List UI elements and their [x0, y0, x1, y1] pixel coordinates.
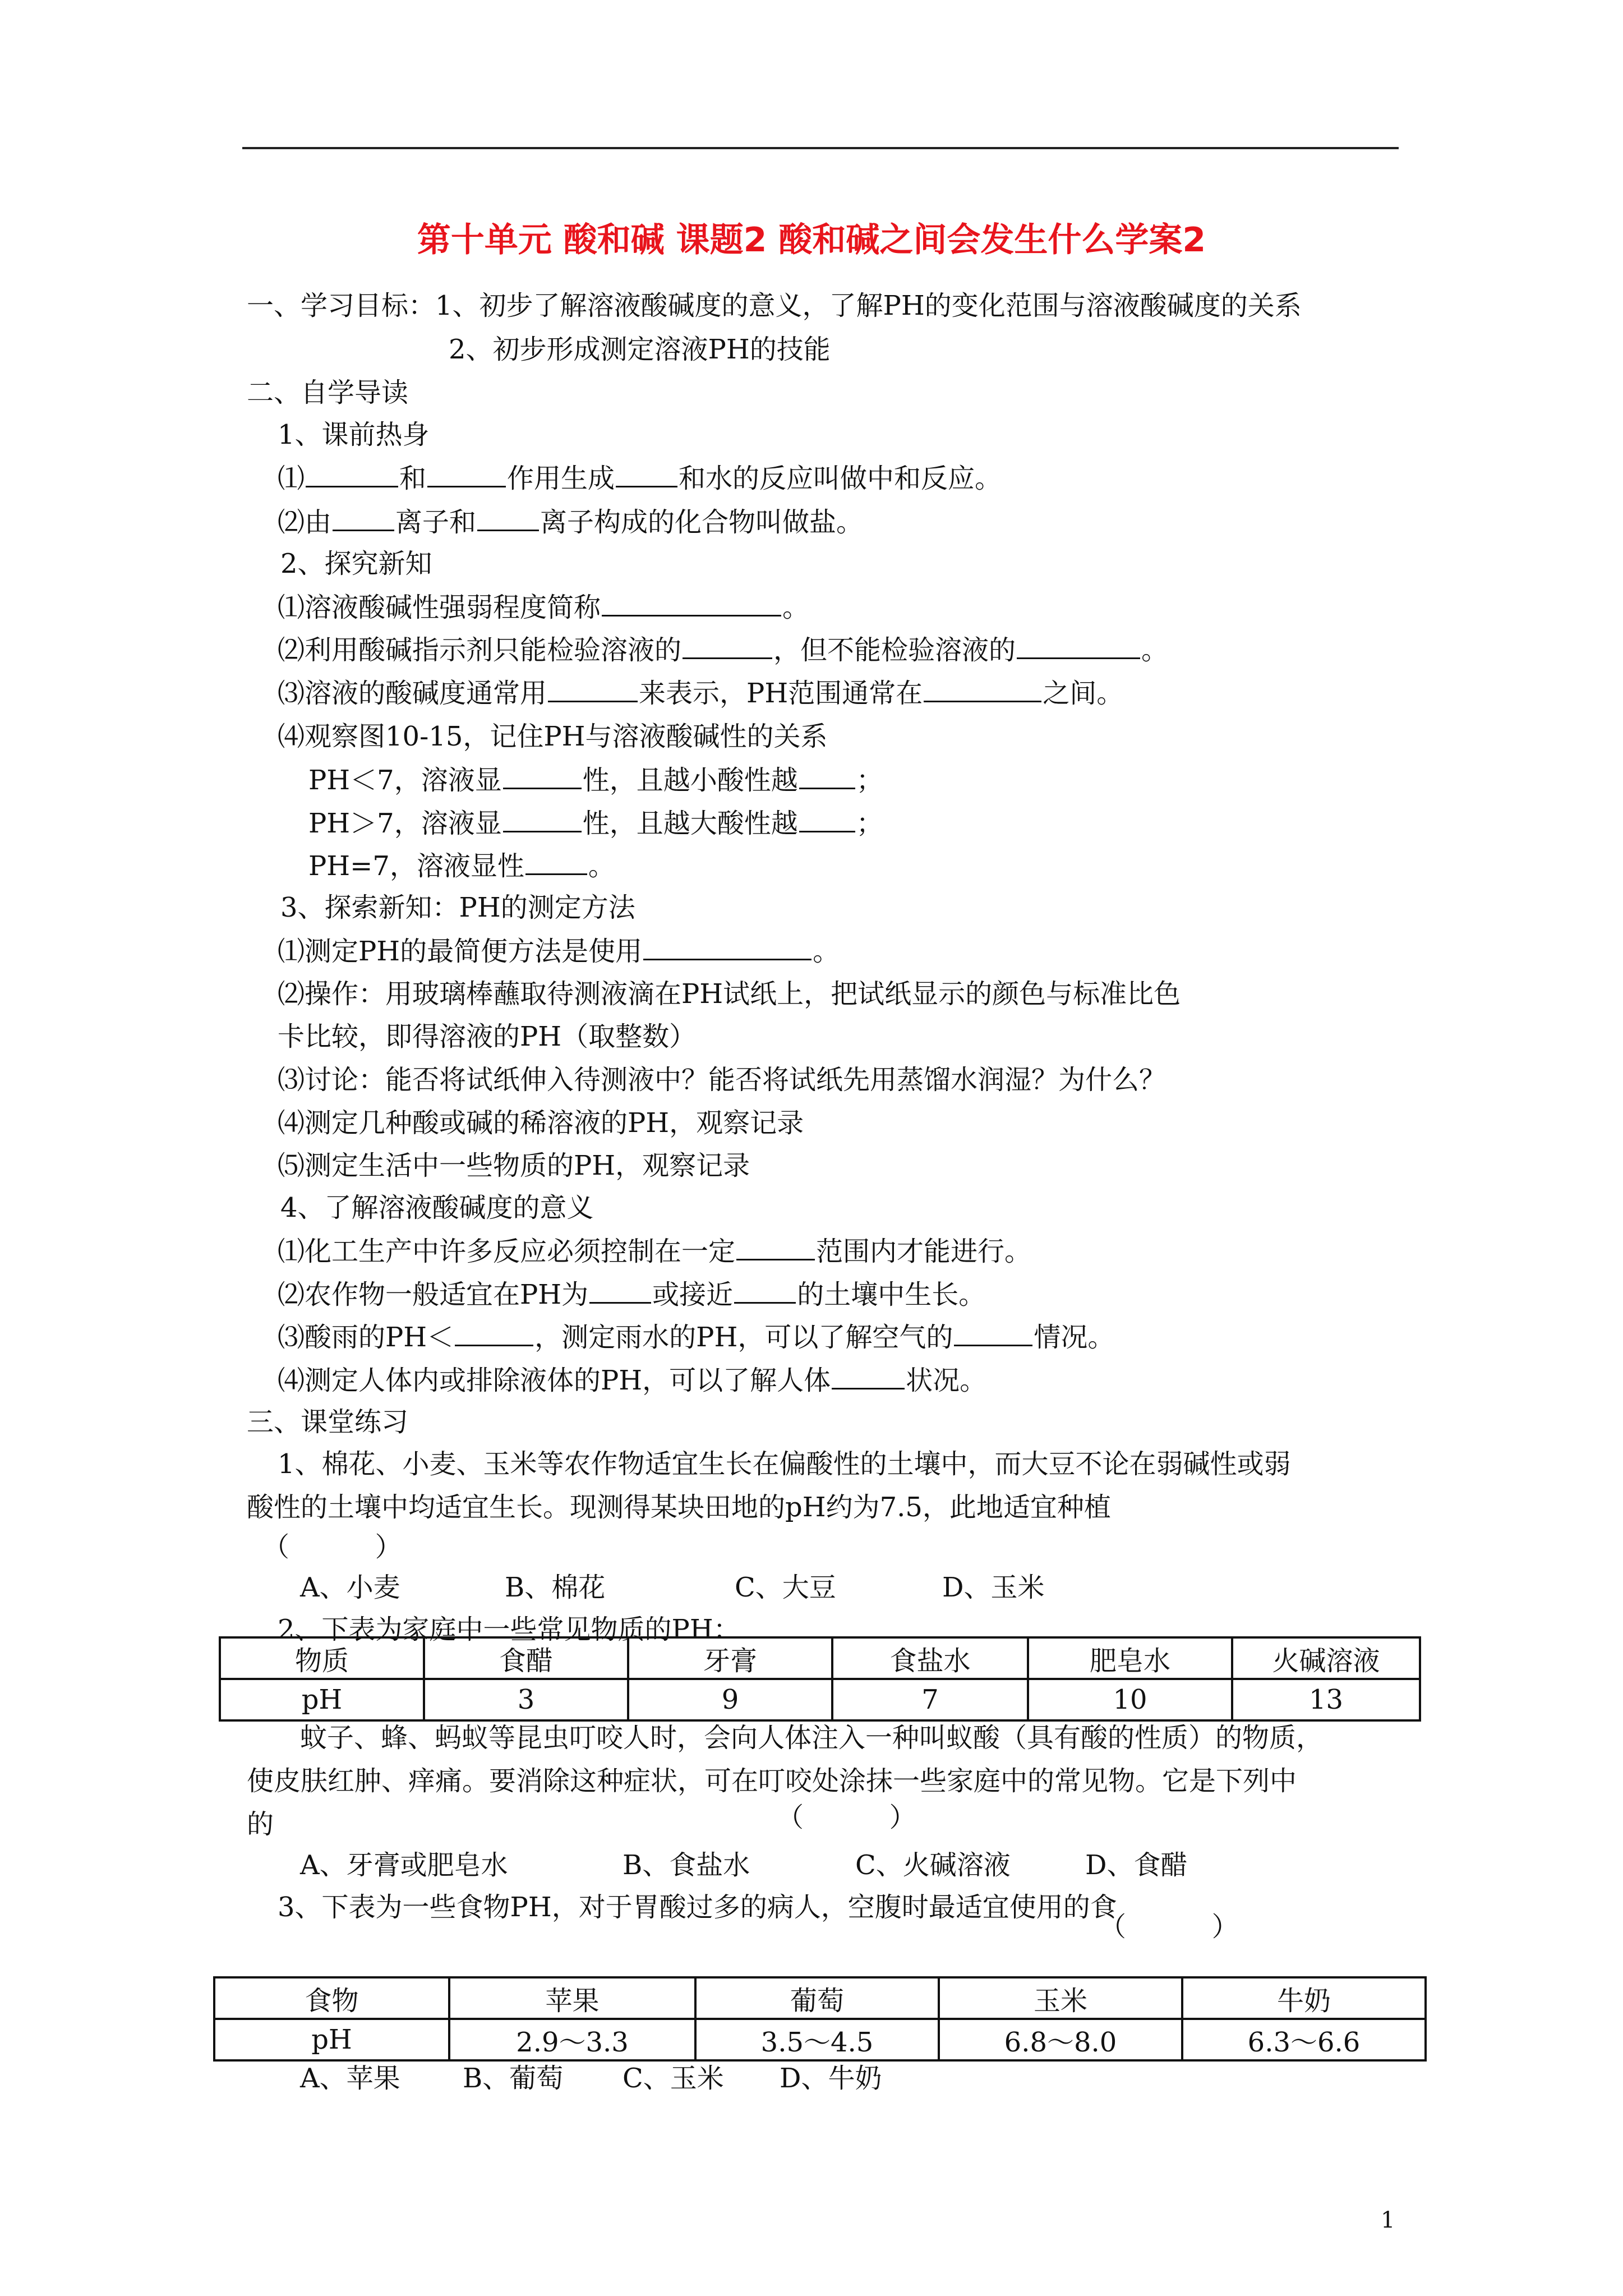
fill-blank[interactable] [683, 633, 772, 659]
table-cell: 苹果 [449, 1977, 695, 2019]
goal-2: 2、初步形成测定溶液PH的技能 [449, 334, 831, 365]
text: 作用生成 [507, 463, 615, 494]
fill-blank[interactable] [525, 849, 587, 875]
fill-blank[interactable] [589, 1277, 651, 1304]
text: ⑵利用酸碱指示剂只能检验溶液的 [278, 634, 682, 666]
ph-relation [308, 806, 883, 840]
text: PH＞7，溶液显 [308, 808, 502, 839]
fill-blank[interactable] [734, 1277, 796, 1304]
table-cell: 火碱溶液 [1232, 1637, 1420, 1679]
option-d[interactable]: D、牛奶 [780, 2063, 882, 2094]
household-ph-table [219, 1636, 1421, 1722]
option-b[interactable]: B、棉花 [505, 1572, 606, 1603]
question [278, 1277, 985, 1312]
exercise-2-text: 的 [247, 1809, 274, 1840]
ph-relation [308, 763, 883, 797]
exercise-3-intro: 3、下表为一些食物PH，对于胃酸过多的病人，空腹时最适宜使用的食 [278, 1892, 1117, 1923]
goal-1: 1、初步了解溶液酸碱度的意义，了解PH的变化范围与溶液酸碱度的关系 [435, 290, 1302, 321]
ph-relation [308, 849, 615, 883]
fill-blank[interactable] [477, 505, 539, 531]
fill-blank[interactable] [832, 1363, 905, 1389]
table-header-row [220, 1637, 1420, 1679]
question [278, 461, 1002, 495]
text: 和水的反应叫做中和反应。 [679, 463, 1002, 494]
table-cell: 3.5～4.5 [695, 2019, 939, 2060]
table-cell: 9 [628, 1679, 832, 1720]
exercise-1-text: 酸性的土壤中均适宜生长。现测得某块田地的pH约为7.5，此地适宜种植 [247, 1492, 1111, 1523]
option-d[interactable]: D、玉米 [942, 1572, 1045, 1603]
question [278, 633, 1168, 667]
text: PH＜7，溶液显 [308, 765, 502, 796]
text: 离子和 [395, 507, 477, 538]
text: 离子构成的化合物叫做盐。 [540, 507, 864, 538]
question: ⑸测定生活中一些物质的PH，观察记录 [278, 1150, 750, 1181]
fill-blank[interactable] [333, 505, 394, 531]
table-cell: pH [220, 1679, 424, 1720]
page-number: 1 [1381, 2207, 1395, 2233]
text: 。 [1141, 634, 1169, 666]
text: 。 [588, 850, 615, 882]
question: ⑷观察图10-15，记住PH与溶液酸碱性的关系 [278, 721, 828, 752]
table-row [214, 2019, 1426, 2060]
food-ph-table [213, 1976, 1427, 2062]
exercise-1-text: 1、棉花、小麦、玉米等农作物适宜生长在偏酸性的土壤中，而大豆不论在弱碱性或弱 [278, 1448, 1291, 1480]
table-cell: 6.3～6.6 [1182, 2019, 1426, 2060]
answer-paren[interactable]: （ ） [1099, 1911, 1239, 1943]
text: ⑷测定人体内或排除液体的PH，可以了解人体 [278, 1365, 831, 1396]
exercise-2-text: 使皮肤红肿、痒痛。要消除这种症状，可在叮咬处涂抹一些家庭中的常见物。它是下列中 [247, 1765, 1297, 1797]
text: 之间。 [1043, 678, 1124, 709]
text: ⑶溶液的酸碱度通常用 [278, 678, 547, 709]
question-continued: 卡比较，即得溶液的PH（取整数） [278, 1021, 697, 1052]
question: ⑷测定几种酸或碱的稀溶液的PH，观察记录 [278, 1107, 804, 1139]
fill-blank[interactable] [799, 806, 855, 832]
fill-blank[interactable] [616, 461, 677, 487]
text: 。 [813, 936, 840, 967]
text: ； [856, 765, 883, 796]
goals-line-1 [247, 289, 1302, 323]
table-cell: pH [214, 2019, 449, 2060]
goals-label: 一、学习目标： [247, 290, 436, 321]
text: 情况。 [1034, 1322, 1115, 1353]
fill-blank[interactable] [799, 763, 855, 789]
fill-blank[interactable] [503, 763, 582, 789]
table-cell: 13 [1232, 1679, 1420, 1720]
part-2-heading: 2、探究新知 [280, 548, 432, 579]
table-cell: 食物 [214, 1977, 449, 2019]
fill-blank[interactable] [503, 806, 582, 832]
option-b[interactable]: B、葡萄 [463, 2063, 564, 2094]
question [278, 505, 863, 539]
table-cell: 葡萄 [695, 1977, 939, 2019]
section-2-heading: 二、自学导读 [247, 377, 409, 408]
text: 范围内才能进行。 [816, 1236, 1032, 1267]
fill-blank[interactable] [602, 590, 781, 616]
table-row [220, 1679, 1420, 1720]
part-1-heading: 1、课前热身 [278, 419, 430, 450]
text: 的土壤中生长。 [797, 1279, 986, 1310]
fill-blank[interactable] [306, 461, 398, 487]
table-cell: 牙膏 [628, 1637, 832, 1679]
fill-blank[interactable] [548, 676, 638, 702]
text: ⑴溶液酸碱性强弱程度简称 [278, 592, 601, 623]
text: PH=7，溶液显性 [308, 850, 524, 882]
table-cell: 物质 [220, 1637, 424, 1679]
table-cell: 食醋 [424, 1637, 628, 1679]
option-c[interactable]: C、大豆 [735, 1572, 836, 1603]
question [278, 1234, 1031, 1268]
text: ，但不能检验溶液的 [773, 634, 1016, 666]
text: 性，且越小酸性越 [582, 765, 798, 796]
text: ⑴ [278, 463, 305, 494]
question: ⑵操作：用玻璃棒蘸取待测液滴在PH试纸上，把试纸显示的颜色与标准比色 [278, 978, 1181, 1010]
text: 。 [782, 592, 810, 623]
text: ，测定雨水的PH，可以了解空气的 [534, 1322, 953, 1353]
page-title: 第十单元 酸和碱 课题2 酸和碱之间会发生什么学案2 [417, 220, 1206, 260]
option-c[interactable]: C、火碱溶液 [855, 1849, 1011, 1881]
answer-paren[interactable]: （ ） [777, 1802, 916, 1833]
text: 状况。 [906, 1365, 987, 1396]
text: ⑴测定PH的最简便方法是使用 [278, 936, 643, 967]
table-cell: 2.9～3.3 [449, 2019, 695, 2060]
fill-blank[interactable] [1017, 633, 1140, 659]
fill-blank[interactable] [427, 461, 506, 487]
text: 和 [399, 463, 427, 494]
section-3-heading: 三、课堂练习 [247, 1406, 409, 1438]
option-a[interactable]: A、小麦 [300, 1572, 400, 1603]
table-cell: 7 [832, 1679, 1028, 1720]
table-cell: 玉米 [939, 1977, 1182, 2019]
text: ⑴化工生产中许多反应必须控制在一定 [278, 1236, 736, 1267]
fill-blank[interactable] [455, 1320, 533, 1346]
text: ⑵由 [278, 507, 332, 538]
option-c[interactable]: C、玉米 [623, 2063, 724, 2094]
option-b[interactable]: B、食盐水 [623, 1849, 750, 1881]
part-4-heading: 4、了解溶液酸碱度的意义 [280, 1192, 594, 1223]
fill-blank[interactable] [736, 1234, 815, 1260]
answer-paren[interactable]: （ ） [262, 1531, 402, 1563]
table-cell: 6.8～8.0 [939, 2019, 1182, 2060]
text: 或接近 [652, 1279, 734, 1310]
text: 性，且越大酸性越 [582, 808, 798, 839]
option-a[interactable]: A、苹果 [300, 2063, 400, 2094]
question [278, 1320, 1114, 1354]
text: 来表示，PH范围通常在 [639, 678, 923, 709]
header-rule [242, 147, 1399, 149]
text: ⑵农作物一般适宜在PH为 [278, 1279, 589, 1310]
exercise-2-intro: 2、下表为家庭中一些常见物质的PH： [278, 1614, 740, 1645]
question [278, 676, 1123, 710]
fill-blank[interactable] [643, 934, 811, 960]
question [278, 934, 840, 968]
text: ； [856, 808, 883, 839]
text: ⑶酸雨的PH＜ [278, 1322, 454, 1353]
option-d[interactable]: D、食醋 [1085, 1849, 1188, 1881]
table-cell: 3 [424, 1679, 628, 1720]
fill-blank[interactable] [954, 1320, 1032, 1346]
table-cell: 肥皂水 [1028, 1637, 1232, 1679]
exercise-2-text: 蚊子、蜂、蚂蚁等昆虫叮咬人时，会向人体注入一种叫蚁酸（具有酸的性质）的物质， [300, 1722, 1324, 1754]
question: ⑶讨论：能否将试纸伸入待测液中？能否将试纸先用蒸馏水润湿？为什么？ [278, 1064, 1166, 1096]
table-cell: 牛奶 [1182, 1977, 1426, 2019]
option-a[interactable]: A、牙膏或肥皂水 [300, 1849, 508, 1881]
table-cell: 食盐水 [832, 1637, 1028, 1679]
question [278, 1363, 986, 1397]
part-3-heading: 3、探索新知：PH的测定方法 [280, 892, 635, 923]
question [278, 590, 809, 624]
table-header-row [214, 1977, 1426, 2019]
fill-blank[interactable] [924, 676, 1041, 702]
table-cell: 10 [1028, 1679, 1232, 1720]
